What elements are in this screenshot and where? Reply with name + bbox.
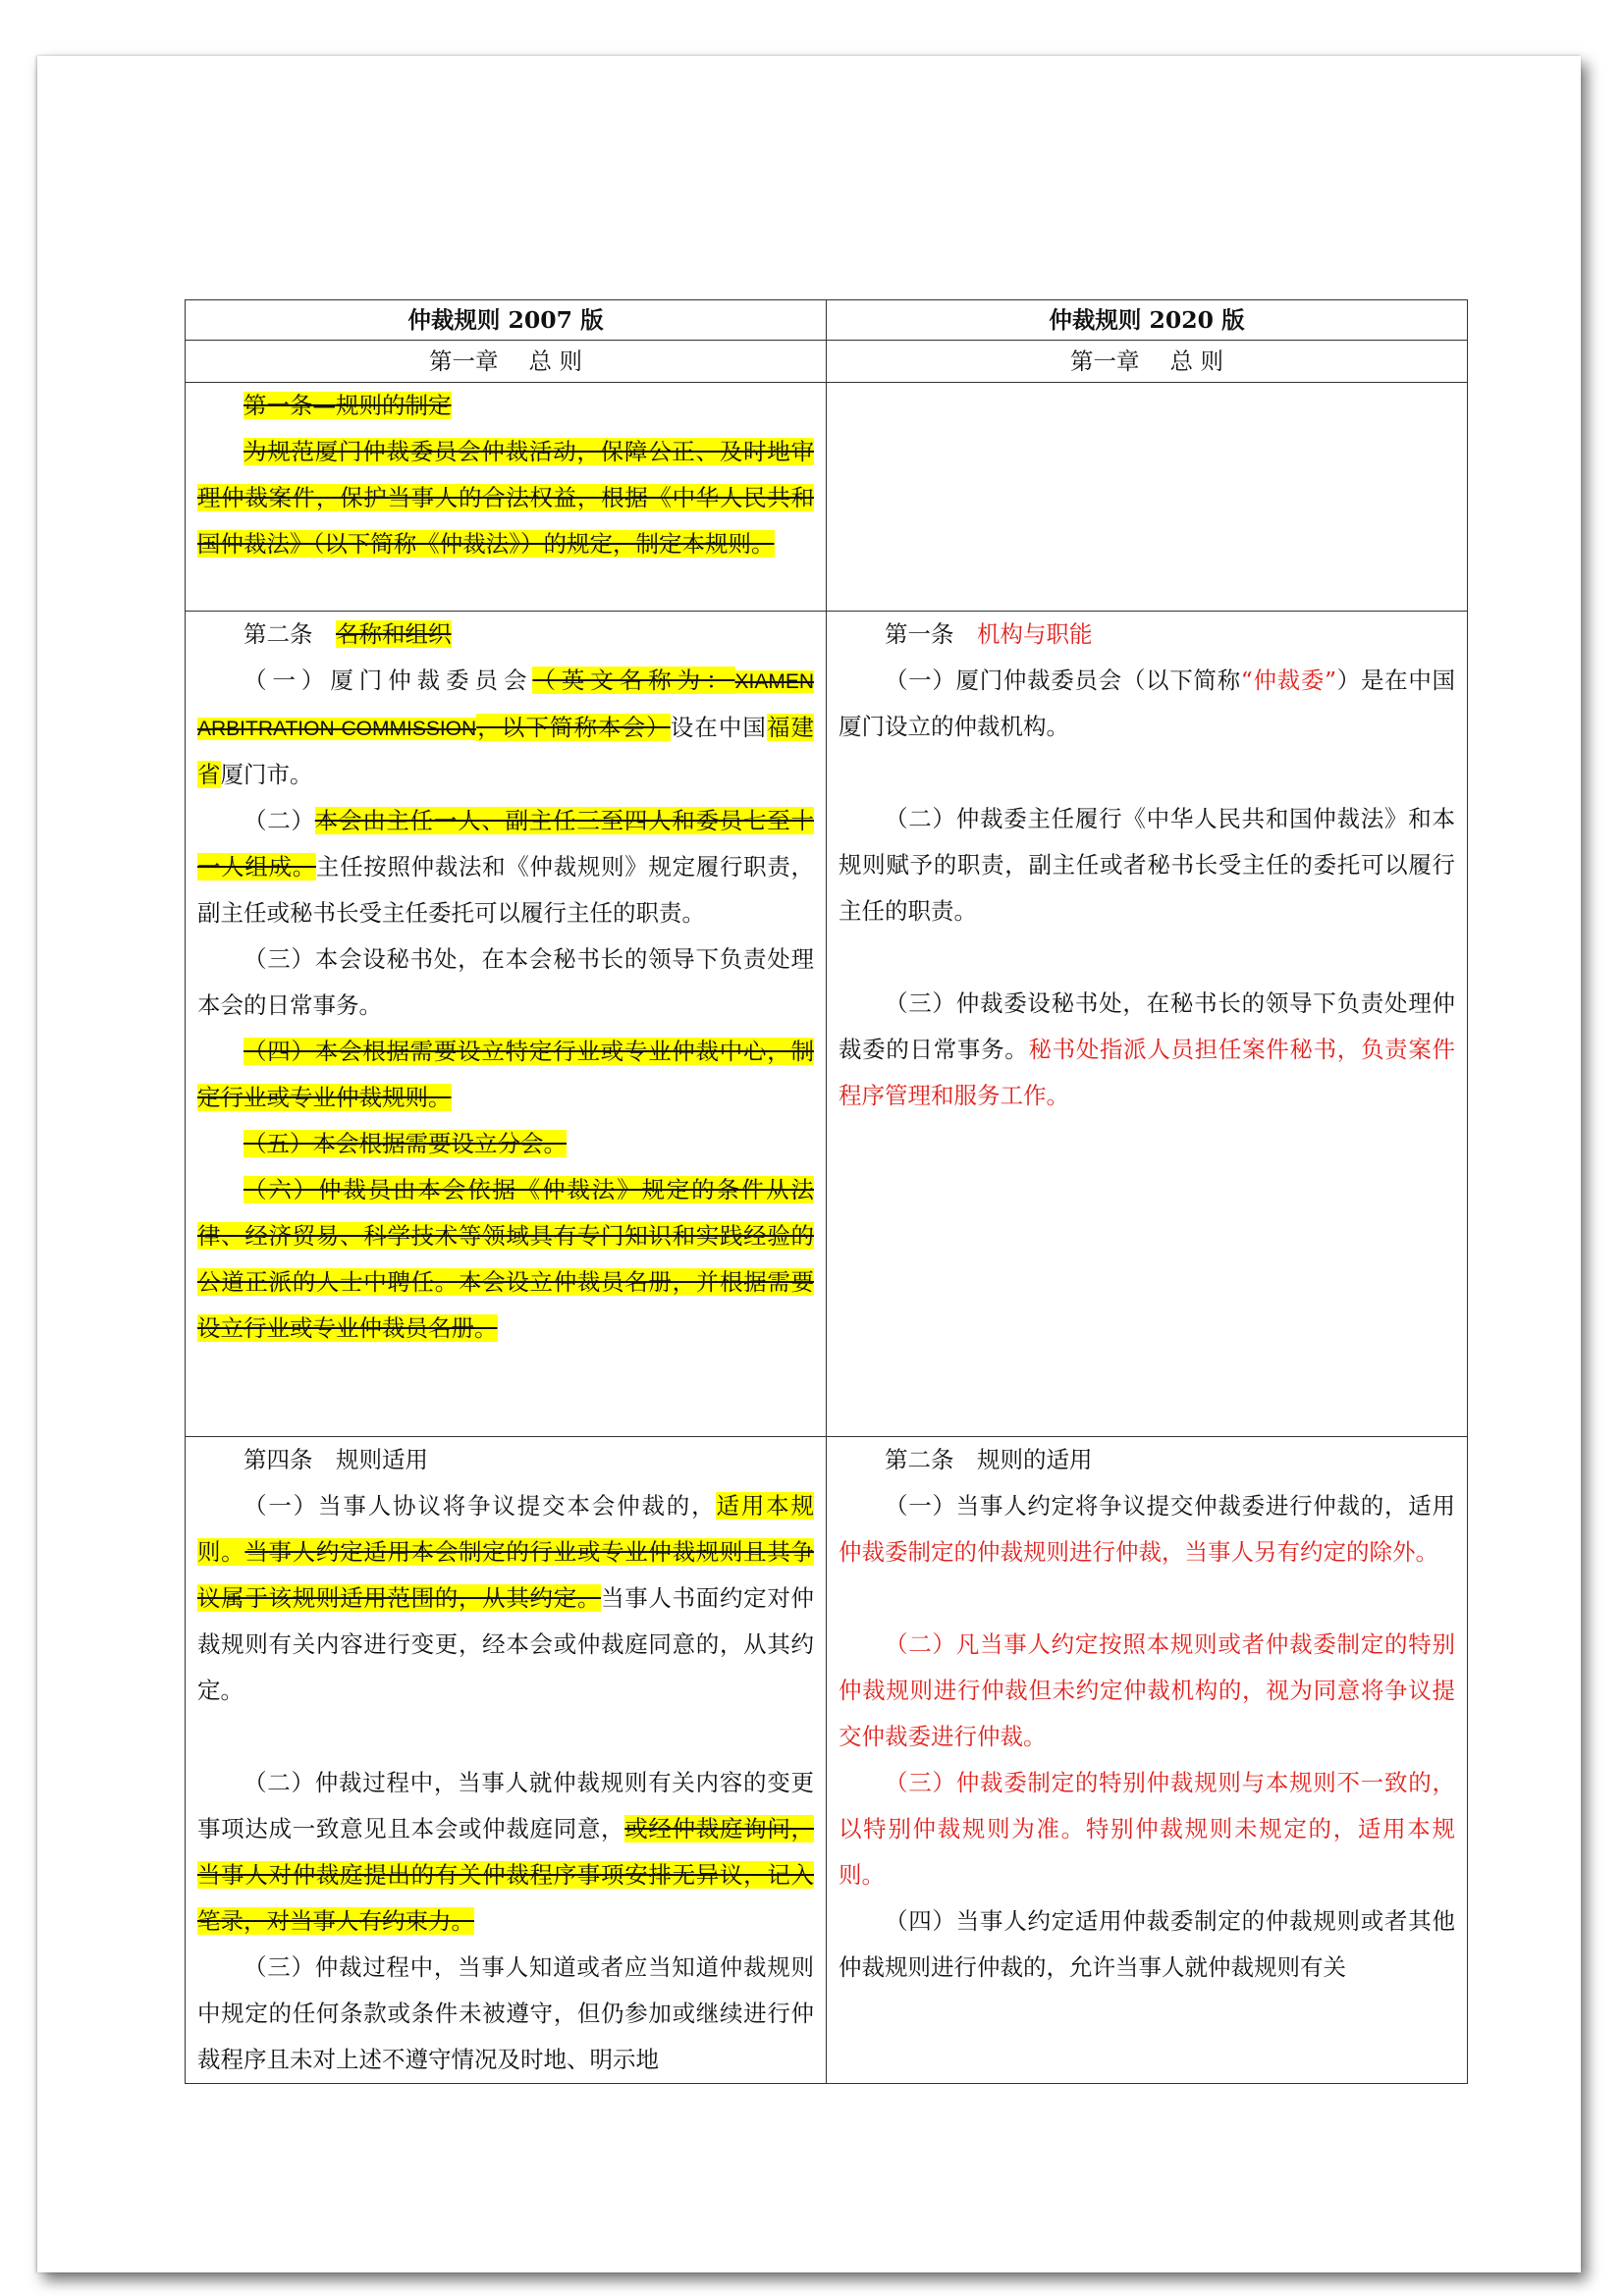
new-article-2-cell (827, 1437, 1468, 2084)
header-old-version: 仲裁规则 2007 版 (186, 300, 827, 341)
old-article-2-cell (186, 612, 827, 1437)
chapter-title-old: 第一章 总 则 (186, 341, 827, 383)
old-article-4-cell (186, 1437, 827, 2084)
old-article-1-heading: 第一条—规则的制定 (244, 392, 452, 419)
spacer (197, 1714, 814, 1760)
new-article-1-item-1: （一）厦门仲裁委员会（以下简称“仲裁委”）是在中国厦门设立的仲裁机构。 (839, 667, 1456, 740)
old-article-2-item-1: （一）厦门仲裁委员会（英文名称为：XIAMEN ARBITRATION COMMISSION，以下简称本会）设在中国福建省厦门市。 (197, 667, 815, 788)
old-article-4-item-1: （一）当事人协议将争议提交本会仲裁的，适用本规则。当事人约定适用本会制定的行业或专业仲裁规则且其争议属于该规则适用范围的，从其约定。当事人书面约定对仲裁规则有关内容进行变更，经本会或仲裁庭同意的，从其约定。 (197, 1492, 815, 1704)
new-article-1-item-3: （三）仲裁委设秘书处，在秘书长的领导下负责处理仲裁委的日常事务。秘书处指派人员担任案件秘书，负责案件程序管理和服务工作。 (839, 989, 1456, 1109)
new-article-2-item-4: （四）当事人约定适用仲裁委制定的仲裁规则或者其他仲裁规则进行仲裁的，允许当事人就仲裁规则有关 (839, 1907, 1455, 1981)
old-article-4-heading: 第四条 规则适用 (244, 1446, 428, 1473)
chapter-title-new: 第一章 总 则 (827, 341, 1468, 383)
header-new-version: 仲裁规则 2020 版 (827, 300, 1468, 341)
table-row (186, 383, 1468, 612)
document-page (37, 56, 1581, 2272)
old-article-2-item-2: （二）本会由主任一人、副主任三至四人和委员七至十一人组成。主任按照仲裁法和《仲裁规则》规定履行职责，副主任或秘书长受主任委托可以履行主任的职责。 (197, 807, 815, 927)
old-article-1-text: 为规范厦门仲裁委员会仲裁活动，保障公正、及时地审理仲裁案件，保护当事人的合法权益，根据《中华人民共和国仲裁法》（以下简称《仲裁法》）的规定，制定本规则。 (197, 438, 814, 558)
old-article-4-item-2: （二）仲裁过程中，当事人就仲裁规则有关内容的变更事项达成一致意见且本会或仲裁庭同意，或经仲裁庭询问，当事人对仲裁庭提出的有关仲裁程序事项安排无异议，记入笔录，对当事人有约束力。 (197, 1769, 815, 1935)
old-article-2-item-5: （五）本会根据需要设立分会。 (244, 1130, 567, 1157)
new-article-1-item-2: （二）仲裁委主任履行《中华人民共和国仲裁法》和本规则赋予的职责，副主任或者秘书长受主任的委托可以履行主任的职责。 (839, 805, 1455, 925)
spacer (839, 934, 1455, 981)
old-article-1-cell (186, 383, 827, 612)
new-article-empty-cell (827, 383, 1468, 612)
new-article-2-item-2: （二）凡当事人约定按照本规则或者仲裁委制定的特别仲裁规则进行仲裁但未约定仲裁机构的，视为同意将争议提交仲裁委进行仲裁。 (839, 1630, 1455, 1750)
old-article-2-item-4: （四）本会根据需要设立特定行业或专业仲裁中心，制定行业或专业仲裁规则。 (197, 1038, 814, 1111)
chapter-row (186, 341, 1468, 383)
new-article-1-cell (827, 612, 1468, 1437)
new-article-2-item-3: （三）仲裁委制定的特别仲裁规则与本规则不一致的，以特别仲裁规则为准。特别仲裁规则未规定的，适用本规则。 (839, 1769, 1455, 1889)
spacer (839, 750, 1455, 796)
comparison-table (185, 299, 1468, 2084)
old-article-4-item-3: （三）仲裁过程中，当事人知道或者应当知道仲裁规则中规定的任何条款或条件未被遵守，但仍参加或继续进行仲裁程序且未对上述不遵守情况及时地、明示地 (197, 1953, 814, 2073)
table-row (186, 1437, 1468, 2084)
header-row (186, 300, 1468, 341)
old-article-2-item-6: （六）仲裁员由本会依据《仲裁法》规定的条件从法律、经济贸易、科学技术等领域具有专门知识和实践经验的公道正派的人士中聘任。本会设立仲裁员名册，并根据需要设立行业或专业仲裁员名册。 (197, 1176, 814, 1342)
new-article-1-heading: 第一条 机构与职能 (885, 620, 1093, 648)
old-article-2-item-3: （三）本会设秘书处，在本会秘书长的领导下负责处理本会的日常事务。 (197, 945, 814, 1019)
spacer (839, 1575, 1455, 1622)
old-article-2-heading: 第二条 名称和组织 (244, 620, 452, 648)
new-article-2-item-1: （一）当事人约定将争议提交仲裁委进行仲裁的，适用仲裁委制定的仲裁规则进行仲裁，当事人另有约定的除外。 (839, 1492, 1455, 1566)
table-row (186, 612, 1468, 1437)
new-article-2-heading: 第二条 规则的适用 (885, 1446, 1093, 1473)
